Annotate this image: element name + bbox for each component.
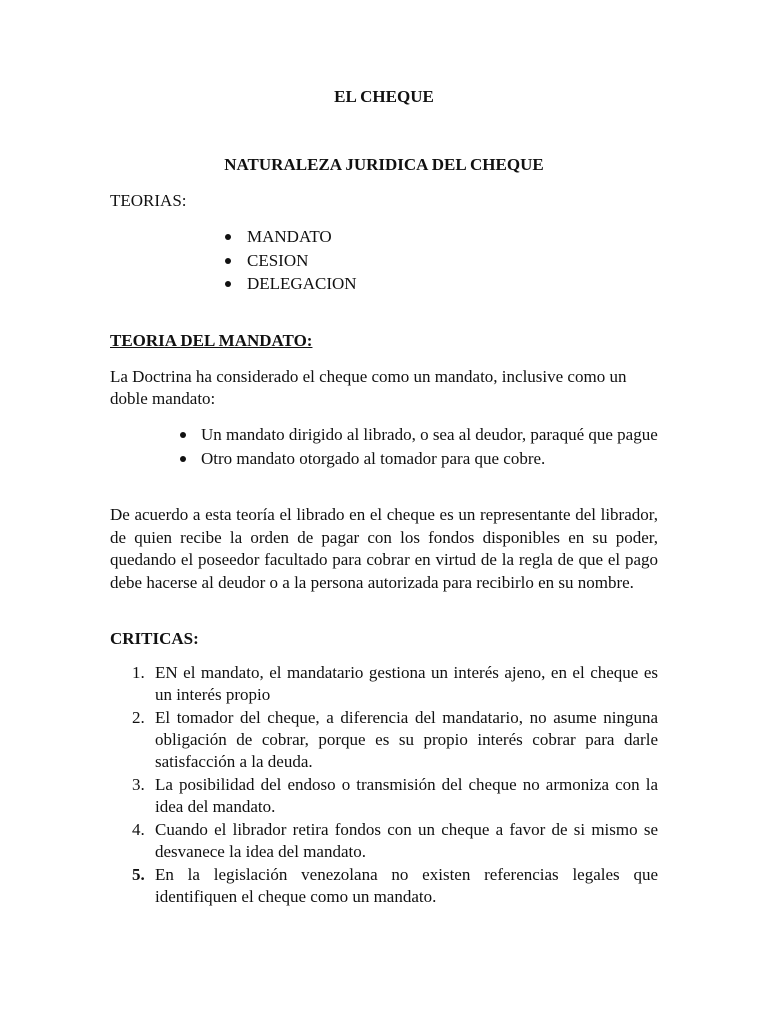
list-item bbox=[175, 448, 660, 470]
list-item bbox=[220, 249, 357, 273]
teorias-list bbox=[220, 225, 357, 296]
document-title: EL CHEQUE bbox=[334, 87, 434, 106]
list-item bbox=[220, 225, 357, 249]
bullet-icon bbox=[180, 456, 186, 462]
list-item bbox=[110, 864, 658, 908]
list-item bbox=[110, 662, 658, 706]
bullet-icon bbox=[225, 234, 231, 240]
list-item-number: 3. bbox=[132, 775, 145, 794]
list-item-text: EN el mandato, el mandatario gestiona un interés ajeno, en el cheque es un interés propio bbox=[155, 663, 658, 704]
list-item bbox=[110, 819, 658, 863]
criticas-numbered-list bbox=[110, 662, 658, 909]
list-item bbox=[220, 272, 357, 296]
mandato-intro-paragraph: La Doctrina ha considerado el cheque como un mandato, inclusive como un doble mandato: bbox=[110, 367, 627, 408]
list-item-text: Otro mandato otorgado al tomador para que cobre. bbox=[201, 449, 546, 468]
list-item bbox=[110, 774, 658, 818]
bullet-icon bbox=[225, 258, 231, 264]
section-heading-criticas: CRITICAS: bbox=[110, 629, 199, 648]
document-subtitle: NATURALEZA JURIDICA DEL CHEQUE bbox=[224, 155, 544, 174]
list-item-text: MANDATO bbox=[247, 227, 332, 246]
list-item-text: Un mandato dirigido al librado, o sea al deudor, paraqué que pague bbox=[201, 425, 658, 444]
list-item-text: En la legislación venezolana no existen referencias legales que identifiquen el cheque como un mandato. bbox=[155, 865, 658, 906]
list-item-text: La posibilidad del endoso o transmisión del cheque no armoniza con la idea del mandato. bbox=[155, 775, 658, 816]
bullet-icon bbox=[225, 281, 231, 287]
list-item-text: DELEGACION bbox=[247, 274, 357, 293]
list-item bbox=[110, 707, 658, 773]
list-item-number: 4. bbox=[132, 820, 145, 839]
list-item-number: 2. bbox=[132, 708, 145, 727]
teorias-label: TEORIAS: bbox=[110, 191, 187, 210]
mandato-bullet-list bbox=[175, 424, 660, 472]
bullet-icon bbox=[180, 432, 186, 438]
list-item-text: CESION bbox=[247, 250, 309, 270]
list-item-text: Cuando el librador retira fondos con un cheque a favor de si mismo se desvanece la idea del mandato. bbox=[155, 820, 658, 861]
list-item bbox=[175, 424, 660, 446]
list-item-text: El tomador del cheque, a diferencia del mandatario, no asume ninguna obligación de cobrar, porque es su propio interés cobrar para darle satisfacción a la deuda. bbox=[155, 708, 658, 771]
list-item-number: 5. bbox=[132, 865, 145, 884]
mandato-body-paragraph: De acuerdo a esta teoría el librado en el cheque es un representante del librador, de quien recibe la orden de pagar con los fondos disponibles en su poder, quedando el poseedor facultado para cobrar en virtud de la regla de que el pago debe hacerse al deudor o a la persona autorizada para recibirlo en su nombre. bbox=[110, 505, 658, 592]
section-heading-mandato: TEORIA DEL MANDATO: bbox=[110, 331, 313, 350]
list-item-number: 1. bbox=[132, 663, 145, 682]
